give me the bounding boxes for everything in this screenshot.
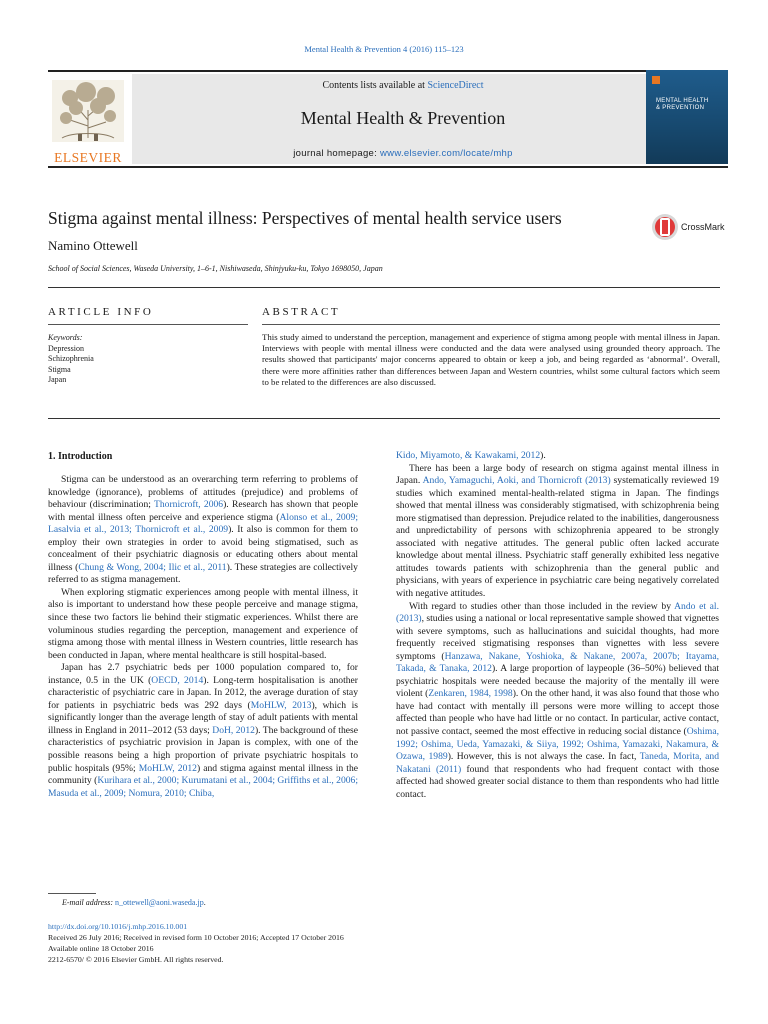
body-text: found that respondents who had frequent contact with those affected had showed greater social distance to them than respondents who had little contact. bbox=[396, 763, 719, 800]
journal-cover-image bbox=[646, 70, 728, 164]
journal-header-box bbox=[132, 74, 674, 164]
citation-link[interactable]: Taneda, Morita, and Nakatani (2011) bbox=[396, 751, 719, 775]
body-text: ). Long-term hospitalisation is another characteristic of psychiatric care in Japan. In 2012, the average duration of stay for patients in psychiatric beds was 292 days ( bbox=[48, 674, 358, 711]
homepage-prefix: journal homepage: bbox=[293, 148, 380, 159]
body-text: When exploring stigmatic experiences among people with mental illness, it also is important to understand how these people perceive and manage stigma, since these two factors lie behind their stigmatic experiences. Whilst there are voluminous studies regarding the perception, management and experience of stigma among those with mental illness in Western countries, little research has been conducted in Japan, where mental healthcare is still hospital-based. bbox=[48, 586, 358, 661]
citation-link[interactable]: Oshima, 1992; Oshima, Ueda, Yamazaki, & Siiya, 1992; Oshima, Yamazaki, Nakamura, & Ozawa, 1989 bbox=[396, 726, 719, 763]
keyword-item: Schizophrenia bbox=[48, 354, 94, 363]
cover-logo-mark bbox=[652, 76, 660, 84]
keyword-item: Stigma bbox=[48, 364, 71, 374]
elsevier-logo bbox=[48, 76, 128, 164]
cover-title-line-2: & PREVENTION bbox=[656, 105, 705, 111]
masthead-top-rule bbox=[48, 70, 728, 72]
paragraph bbox=[48, 662, 358, 800]
author-name: Namino Ottewell bbox=[48, 238, 138, 253]
keyword-item: Japan bbox=[48, 375, 67, 384]
body-text: With regard to studies other than those included in the review by bbox=[409, 600, 675, 612]
publication-info bbox=[48, 921, 344, 965]
author-email-footnote bbox=[62, 898, 206, 907]
email-link[interactable]: n_ottewell@aoni.waseda.jp bbox=[115, 898, 204, 907]
author-affiliation: School of Social Sciences, Waseda University, 1–6-1, Nishiwaseda, Shinjyuku-ku, Tokyo 1698050, Japan bbox=[48, 264, 383, 273]
section-heading-introduction: 1. Introduction bbox=[48, 451, 113, 462]
body-text: ). The background of these characteristics of psychiatric provision in Japan is complex, with one of the possible reasons being a high proportion of private psychiatric hospitals to public hospitals (95%; bbox=[48, 724, 358, 774]
paragraph bbox=[396, 601, 719, 802]
contents-prefix: Contents lists available at bbox=[322, 80, 428, 91]
body-text: ) and stigma against mental illness in the community ( bbox=[48, 762, 359, 787]
body-text: Japan has 2.7 psychiatric beds per 1000 population compared to, for instance, 0.5 in the UK ( bbox=[48, 662, 358, 686]
citation-link[interactable]: Ando et al. (2013) bbox=[396, 600, 719, 625]
body-text: ). On the other hand, it was also found that those who have had contact with mentally ill persons were more willing to accept those affected than people who have had little or no contact. In particular, active contact, not passive contact, seemed the most effective in reducing social distance ( bbox=[396, 688, 719, 738]
homepage-line bbox=[132, 148, 674, 159]
email-end: . bbox=[203, 898, 206, 907]
body-text: ). These strategies are collectively referred to as stigma management. bbox=[48, 561, 358, 586]
body-text: ). It also is common for them to employ their own strategies in order to avoid being stigmatised, such as concealment of their psychiatric diagnosis or educating others about mental illness ( bbox=[48, 524, 358, 573]
journal-masthead bbox=[48, 70, 728, 168]
body-text: systematically reviewed 19 studies which examined mental-health-related stigma in Japan. The findings showed that mental illness was considerably stigmatised, with schizophrenia being more stigmatised than depression. Prejudice related to the inabilities, dangerousness and unpredictability of persons with schizophrenia appeared to be strongly associated with negative attitudes. The general public often lacked accurate knowledge about mental illness. Psychiatric staff generally exhibited less negative attitudes towards patients with schizophrenia than the general public and physicians, with years of experience in psychiatric care being negatively correlated with negative attitudes. bbox=[396, 475, 719, 600]
body-text: Stigma can be understood as an overarching term referring to problems of knowledge (ignorance), problems of attitudes (prejudice) and problems of behaviour (discrimination; bbox=[48, 474, 358, 511]
citation-link[interactable]: Kurihara et al., 2000; Kurumatani et al., 2004; Griffiths et al., 2006; Masuda et al., 2009; Nomura, 2010; Chiba, bbox=[48, 775, 358, 799]
citation-link[interactable]: Hanzawa, Nakane, Yoshioka, & Nakane, 2007a, 2007b; Itayama, Takada, & Tanaka, 2012 bbox=[396, 650, 719, 675]
body-text: ). However, this is not always the case. In fact, bbox=[447, 751, 640, 763]
body-text: ), which is significantly longer than the average length of stay of adult patients with mental illness in England in 2011–2012 (53 days; bbox=[48, 699, 359, 736]
doi-link[interactable]: http://dx.doi.org/10.1016/j.mhp.2016.10.001 bbox=[48, 922, 188, 931]
citation-link[interactable]: Kido, Miyamoto, & Kawakami, 2012 bbox=[396, 450, 541, 461]
body-column-left bbox=[48, 474, 358, 800]
body-text: ). Research has shown that people with mental illness often perceive and experience stigma ( bbox=[48, 499, 358, 523]
body-text: , studies using a national or local representative sample showed that vignettes with severe symptoms, such as hallucinations and suicidal thoughts, had more frequently received stigmatising responses than vignettes with less severe symptoms ( bbox=[396, 613, 719, 662]
body-text: ). A large proportion of laypeople (36–50%) believed that psychiatric hospitals were needed because the majority of the mentally ill were violent ( bbox=[396, 663, 719, 700]
homepage-link[interactable]: www.elsevier.com/locate/mhp bbox=[380, 148, 513, 159]
paragraph bbox=[48, 587, 358, 662]
contents-line bbox=[132, 80, 674, 91]
cover-title-line-1: MENTAL HEALTH bbox=[656, 98, 709, 104]
article-title: Stigma against mental illness: Perspectives of mental health service users bbox=[48, 208, 562, 228]
available-online: Available online 18 October 2016 bbox=[48, 944, 154, 953]
abstract-text: This study aimed to understand the perception, management and experience of stigma among people with mental illness in Japan. Interviews with people with mental illness were conducted and the data were analysed using grounded theory approach. The results showed that participants' major concerns appeared to obtain or keep a job, and being regarded as ‘abnormal’. Overall, there were more affinities rather than differences between Japan and Western countries, whilst some cultural factors which seem to be related to the differences are also discussed. bbox=[262, 332, 720, 387]
crossmark-label: CrossMark bbox=[681, 222, 725, 232]
citation-link[interactable]: DoH, 2012 bbox=[212, 724, 255, 736]
article-info-heading: ARTICLE INFO bbox=[48, 306, 154, 318]
masthead-bottom-rule bbox=[48, 166, 728, 168]
email-label: E-mail address: bbox=[62, 898, 114, 907]
abstract-rule bbox=[262, 324, 720, 325]
crossmark-badge[interactable] bbox=[650, 210, 730, 246]
citation-link[interactable]: Zenkaren, 1984, 1998 bbox=[428, 688, 513, 700]
paragraph bbox=[396, 450, 719, 463]
sciencedirect-link[interactable]: ScienceDirect bbox=[427, 80, 484, 91]
received-dates: Received 26 July 2016; Received in revised form 10 October 2016; Accepted 17 October 2016 bbox=[48, 933, 344, 942]
paragraph bbox=[48, 474, 358, 587]
citation-link[interactable]: Thornicroft, 2006 bbox=[154, 499, 224, 511]
citation-link[interactable]: MoHLW, 2012 bbox=[138, 762, 197, 774]
keywords-block bbox=[48, 333, 94, 386]
footnote-rule bbox=[48, 893, 96, 894]
crossmark-icon bbox=[650, 210, 680, 244]
citation-link[interactable]: Alonso et al., 2009; Lasalvia et al., 2013; Thornicroft et al., 2009 bbox=[48, 511, 358, 536]
citation-link[interactable]: MoHLW, 2013 bbox=[250, 699, 312, 711]
body-text: ). bbox=[540, 450, 546, 461]
citation-link[interactable]: Chung & Wong, 2004; Ilic et al., 2011 bbox=[78, 561, 227, 573]
publisher-name: ELSEVIER bbox=[54, 150, 122, 165]
divider-top bbox=[48, 287, 720, 288]
citation-link[interactable]: OECD, 2014 bbox=[151, 674, 204, 686]
keyword-item: Depression bbox=[48, 343, 84, 353]
article-info-rule bbox=[48, 324, 248, 325]
divider-bottom bbox=[48, 418, 720, 419]
cover-title bbox=[656, 98, 726, 112]
citation-link[interactable]: Ando, Yamaguchi, Aoki, and Thornicroft (2013) bbox=[422, 475, 611, 487]
paragraph bbox=[396, 463, 719, 601]
abstract-heading: ABSTRACT bbox=[262, 306, 341, 318]
copyright: 2212-6570/ © 2016 Elsevier GmbH. All rights reserved. bbox=[48, 955, 224, 964]
body-column-right bbox=[396, 450, 719, 801]
journal-citation[interactable]: Mental Health & Prevention 4 (2016) 115–123 bbox=[304, 44, 464, 54]
body-text: There has been a large body of research on stigma against mental illness in Japan. bbox=[396, 462, 719, 487]
keywords-label: Keywords: bbox=[48, 333, 83, 342]
journal-name: Mental Health & Prevention bbox=[300, 108, 506, 128]
